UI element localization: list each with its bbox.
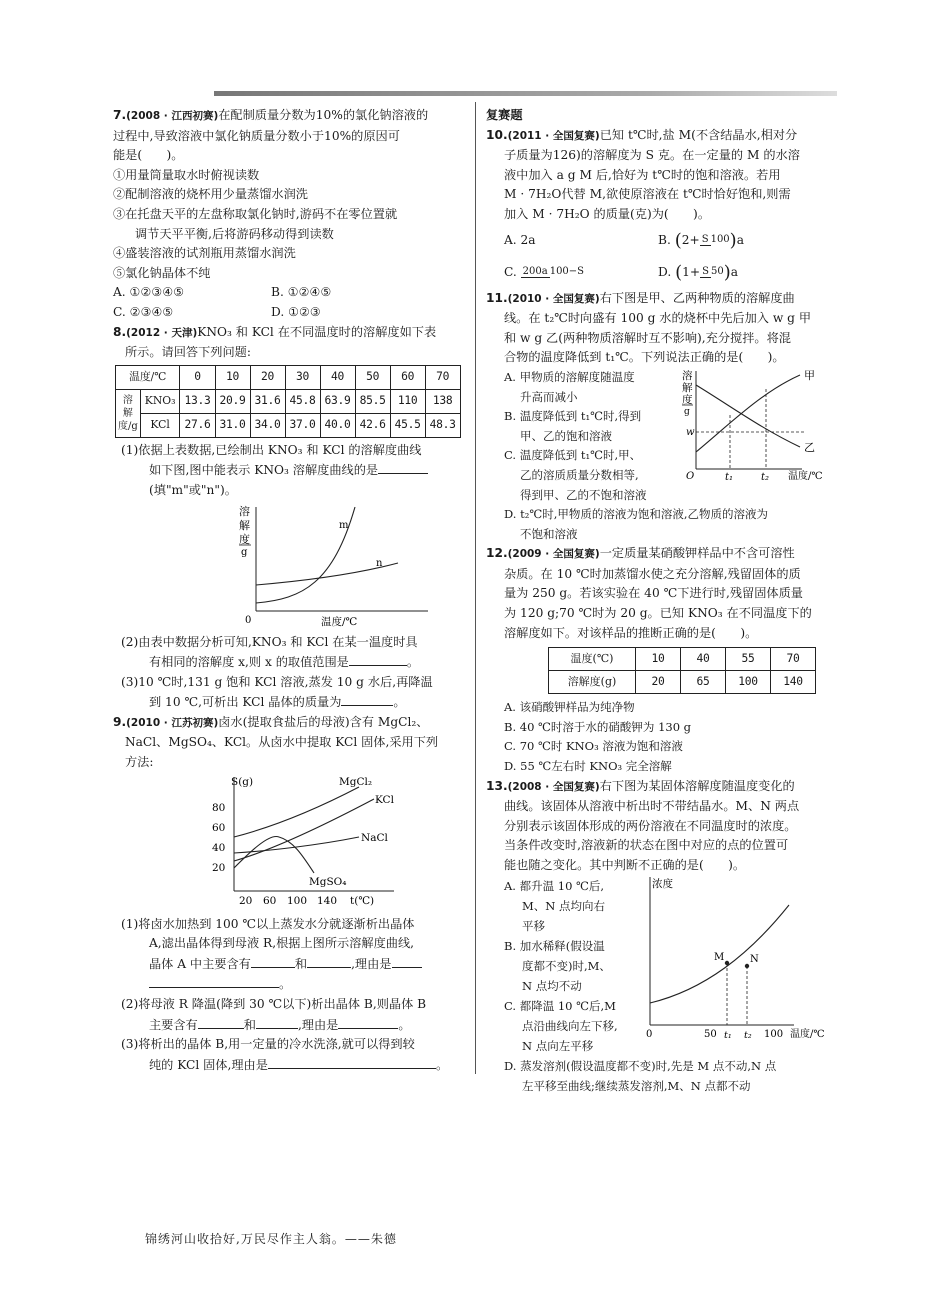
q9-answer-3-blank[interactable]: [268, 1055, 436, 1069]
chart13-label-m: M: [714, 951, 725, 963]
q9-part-2c: 和: [243, 1017, 256, 1032]
q8-table-sol-label: 溶 解 度/g: [116, 389, 141, 437]
chart8-ylabel-3: 度: [239, 532, 250, 546]
q8-stem-1: KNO₃ 和 KCl 在不同温度时的溶解度如下表: [197, 324, 437, 339]
q8-table-temp: 10: [215, 365, 250, 389]
chart9-label-mgcl2: MgCl₂: [339, 775, 373, 788]
q8-solubility-chart: [233, 503, 433, 631]
chart11-ylabel-3: 度: [682, 393, 693, 406]
chart9-xtick: 60: [263, 894, 277, 907]
q8-table-kno3-value: 20.9: [215, 389, 250, 413]
q12-option-d[interactable]: D. 55 ℃左右时 KNO₃ 完全溶解: [504, 759, 672, 774]
q12-table-sol-label: 溶解度(g): [549, 671, 636, 694]
q7-option-a[interactable]: A. ①②③④⑤: [113, 285, 185, 300]
q12-stem-4: 为 120 g;70 ℃时为 20 g。已知 KNO₃ 在不同温度下的: [504, 606, 812, 621]
q8-table-kcl-value: 42.6: [355, 413, 390, 437]
q8-part-1c: (填"m"或"n")。: [149, 482, 237, 497]
q8-answer-2-blank[interactable]: [349, 652, 407, 666]
q13-option-b[interactable]: B. 加水稀释(假设温: [504, 938, 605, 953]
q8-table-temp: 60: [390, 365, 425, 389]
q7-option-d[interactable]: D. ①②③: [271, 304, 321, 319]
chart9-ytick: 80: [212, 801, 226, 814]
q12-table-temp: 10: [636, 648, 681, 671]
q13-concentration-chart: [644, 875, 834, 1043]
q9-answer-2a-blank[interactable]: [198, 1015, 244, 1029]
q13-option-a-2: M、N 点均向右: [522, 898, 605, 913]
chart11-xlabel: 温度/℃: [788, 470, 823, 482]
question-11: [486, 289, 836, 545]
q9-answer-1d-blank[interactable]: [149, 974, 279, 988]
q11-option-c-2: 乙的溶质质量分数相等,: [520, 467, 639, 482]
q13-option-d-2: 左平移至曲线;继续蒸发溶剂,M、N 点都不动: [522, 1078, 751, 1093]
chart11-curve-yi: [696, 385, 800, 447]
chart9-xtick: 100: [287, 894, 308, 907]
column-divider: [475, 102, 476, 1074]
q10-option-c[interactable]: C. 200a 100−S: [504, 264, 585, 279]
chart9-ytick: 20: [212, 861, 226, 874]
section-title-finals: 复赛题: [486, 108, 523, 122]
q9-part-1a: (1)将卤水加热到 100 ℃以上蒸发水分就逐渐析出晶体: [121, 916, 415, 931]
q9-part-2d: ,理由是: [297, 1017, 339, 1032]
q12-stem-3: 量为 250 g。若该实验在 40 ℃下进行时,残留固体质量: [504, 586, 803, 601]
q7-item-3: ③在托盘天平的左盘称取氯化钠时,游码不在零位置就: [113, 206, 398, 221]
q12-solubility-table: [548, 647, 816, 694]
chart13-point-n: [745, 963, 749, 967]
q8-table-kno3-value: 110: [390, 389, 425, 413]
chart11-t1-label: t₁: [725, 471, 734, 483]
q11-stem-3: 和 w g 乙(两种物质溶解时互不影响),充分搅拌。将混: [504, 330, 791, 345]
chart8-ylabel-1: 溶: [239, 504, 250, 518]
question-8: [113, 323, 465, 713]
chart11-w-label: w: [686, 426, 695, 438]
q12-table-temp: 55: [726, 648, 771, 671]
q11-option-c[interactable]: C. 温度降低到 t₁℃时,甲、: [504, 448, 642, 463]
q8-part-3a: (3)10 ℃时,131 g 饱和 KCl 溶液,蒸发 10 g 水后,再降温: [121, 674, 433, 689]
q9-answer-1a-blank[interactable]: [251, 954, 295, 968]
chart9-ylabel: S(g): [231, 775, 254, 788]
chart11-ylabel-4: g: [684, 406, 690, 417]
q8-table-kcl-value: 40.0: [320, 413, 355, 437]
chart9-curve-mgcl2: [234, 787, 359, 837]
q9-part-1b: A,滤出晶体得到母液 R,根据上图所示溶解度曲线,: [149, 936, 415, 951]
chart11-label-yi: 乙: [804, 440, 815, 454]
q10-option-a[interactable]: A. 2a: [504, 232, 536, 247]
q9-stem-3: 方法:: [125, 755, 154, 770]
q9-end-2: 。: [398, 1017, 411, 1032]
chart9-ytick: 60: [212, 821, 226, 834]
chart8-label-m: m: [339, 519, 349, 531]
q9-part-2b: 主要含有: [149, 1017, 198, 1032]
q13-stem-1: 右下图为某固体溶解度随温度变化的: [599, 778, 795, 793]
q8-table-temp: 30: [285, 365, 320, 389]
q9-answer-1c-blank[interactable]: [392, 954, 422, 968]
q12-stem-5: 溶解度如下。对该样品的推断正确的是( )。: [504, 625, 758, 640]
q10-number: 10.: [486, 127, 508, 142]
q12-option-c[interactable]: C. 70 ℃时 KNO₃ 溶液为饱和溶液: [504, 739, 683, 754]
chart11-ylabel-1: 溶: [682, 369, 693, 382]
q9-answer-1b-blank[interactable]: [307, 954, 351, 968]
q11-number: 11.: [486, 290, 508, 305]
q8-number: 8.: [113, 324, 127, 339]
header-rule: [214, 91, 837, 96]
q8-table-kcl-value: 34.0: [250, 413, 285, 437]
chart13-ylabel: 浓度: [652, 877, 673, 890]
chart13-xlabel: 温度/℃: [790, 1028, 825, 1040]
q8-table-temp: 20: [250, 365, 285, 389]
q8-stem-2: 所示。请回答下列问题:: [125, 345, 251, 360]
q8-table-kno3-value: 31.6: [250, 389, 285, 413]
q9-stem-2: NaCl、MgSO₄、KCl。从卤水中提取 KCl 固体,采用下列: [125, 735, 439, 750]
q8-part-2b: 有相同的溶解度 x,则 x 的取值范围是: [149, 655, 349, 670]
q12-table-value: 140: [771, 671, 816, 694]
q8-answer-1-blank[interactable]: [378, 460, 428, 474]
chart9-curve-mgso4: [234, 836, 314, 873]
chart13-x50: 50: [704, 1028, 717, 1040]
q11-option-a[interactable]: A. 甲物质的溶解度随温度: [504, 369, 635, 384]
chart9-label-mgso4: MgSO₄: [309, 875, 347, 888]
q13-number: 13.: [486, 778, 508, 793]
q7-item-5: ⑤氯化钠晶体不纯: [113, 265, 211, 280]
q8-table-kcl-value: 48.3: [425, 413, 460, 437]
q13-option-c-3: N 点向左平移: [522, 1038, 594, 1053]
q12-table-temp-label: 温度(℃): [549, 648, 636, 671]
q10-stem-5: 加入 M · 7H₂O 的质量(克)为( )。: [504, 206, 711, 221]
q8-end-3: 。: [393, 695, 406, 710]
footer-quote: 锦绣河山收拾好,万民尽作主人翁。——朱德: [145, 1232, 397, 1246]
q11-stem-4: 合物的温度降低到 t₁℃。下列说法正确的是( )。: [504, 350, 785, 365]
q12-table-value: 20: [636, 671, 681, 694]
q10-stem-1: 已知 t℃时,盐 M(不含结晶水,相对分: [599, 127, 798, 142]
q7-option-b[interactable]: B. ①②④⑤: [271, 285, 332, 300]
q8-part-3b: 到 10 ℃,可析出 KCl 晶体的质量为: [149, 695, 342, 710]
q7-stem-1: 在配制质量分数为10%的氯化钠溶液的: [218, 108, 429, 122]
chart8-ylabel-2: 解: [239, 518, 250, 532]
q8-table-temp: 70: [425, 365, 460, 389]
chart9-xtick: 140: [317, 894, 338, 907]
chart13-label-n: N: [750, 953, 759, 965]
q8-table-kno3-value: 85.5: [355, 389, 390, 413]
q8-table-kno3-value: 45.8: [285, 389, 320, 413]
q9-end-1: 。: [279, 977, 292, 992]
q11-option-d-2: 不饱和溶液: [520, 526, 578, 541]
q9-part-3b: 纯的 KCl 固体,理由是: [149, 1057, 268, 1072]
q11-option-c-3: 得到甲、乙的不饱和溶液: [520, 487, 647, 502]
chart8-xlabel: 温度/℃: [321, 615, 358, 628]
q11-source: (2010 · 全国复赛): [507, 292, 600, 305]
q8-part-1b: 如下图,图中能表示 KNO₃ 溶解度曲线的是: [149, 463, 379, 478]
q8-table-kno3-value: 138: [425, 389, 460, 413]
q13-option-b-3: N 点均不动: [522, 978, 582, 993]
q11-option-a-2: 升高而减小: [520, 389, 578, 404]
q13-stem-5: 能也随之变化。其中判断不正确的是( )。: [504, 858, 746, 872]
q7-stem-3: 能是( )。: [113, 148, 184, 163]
chart9-ytick: 40: [212, 841, 226, 854]
q9-answer-2b-blank[interactable]: [256, 1015, 298, 1029]
question-9: [113, 713, 465, 1076]
q7-item-3b: 调节天平平衡,后将游码移动得到读数: [135, 226, 334, 241]
q13-option-c[interactable]: C. 都降温 10 ℃后,M: [504, 998, 616, 1013]
chart13-t2-label: t₂: [744, 1029, 752, 1041]
left-column: [113, 106, 465, 1075]
q9-part-2a: (2)将母液 R 降温(降到 30 ℃以下)析出晶体 B,则晶体 B: [121, 997, 427, 1012]
question-7: [113, 106, 465, 323]
q13-stem-3: 分别表示该固体形成的两份溶液在不同温度时的浓度。: [504, 818, 797, 833]
q9-stem-1: 卤水(提取食盐后的母液)含有 MgCl₂、: [218, 714, 429, 729]
q12-option-a[interactable]: A. 该硝酸钾样品为纯净物: [504, 700, 635, 715]
chart9-xtick: 20: [239, 894, 253, 907]
question-10: [486, 126, 836, 289]
q12-stem-2: 杂质。在 10 ℃时加蒸馏水使之充分溶解,残留固体的质: [504, 566, 801, 581]
chart13-x100: 100: [764, 1028, 784, 1040]
q8-answer-3-blank[interactable]: [341, 692, 393, 706]
q8-table-kcl-value: 31.0: [215, 413, 250, 437]
q9-source: (2010 · 江苏初赛): [126, 716, 219, 729]
chart8-ylabel-4: g: [241, 546, 248, 558]
q12-table-value: 65: [681, 671, 726, 694]
chart9-label-kcl: KCl: [375, 793, 394, 806]
q11-option-b-2: 甲、乙的饱和溶液: [520, 428, 612, 443]
q12-table-temp: 40: [681, 648, 726, 671]
q7-option-c[interactable]: C. ②③④⑤: [113, 304, 174, 319]
q10-option-d[interactable]: D. (1+ S 50)a: [658, 261, 738, 283]
q8-table-temp: 0: [180, 365, 215, 389]
q8-table-kno3-value: 13.3: [180, 389, 215, 413]
q9-part-3a: (3)将析出的晶体 B,用一定量的冷水洗涤,就可以得到较: [121, 1037, 415, 1052]
q13-option-a[interactable]: A. 都升温 10 ℃后,: [504, 878, 605, 893]
q9-number: 9.: [113, 714, 127, 729]
q13-stem-2: 曲线。该固体从溶液中析出时不带结晶水。M、N 两点: [504, 799, 800, 814]
q7-stem-2: 过程中,导致溶液中氯化钠质量分数小于10%的原因可: [113, 128, 400, 143]
q8-table-temp: 40: [320, 365, 355, 389]
q11-stem-1: 右下图是甲、乙两种物质的溶解度曲: [599, 290, 795, 305]
chart9-label-nacl: NaCl: [361, 831, 388, 844]
q8-table-kcl-value: 37.0: [285, 413, 320, 437]
q11-option-b[interactable]: B. 温度降低到 t₁℃时,得到: [504, 409, 642, 424]
q11-solubility-chart: [682, 367, 852, 492]
q8-table-kcl-value: 27.6: [180, 413, 215, 437]
q10-stem-3: 液中加入 a g M 后,恰好为 t℃时的饱和溶液。若用: [504, 167, 781, 182]
q10-stem-4: M · 7H₂O代替 M,欲使原溶液在 t℃时恰好饱和,则需: [504, 187, 791, 202]
q8-table-kno3-value: 63.9: [320, 389, 355, 413]
q13-option-b-2: 度都不变)时,M、: [522, 958, 611, 973]
q13-source: (2008 · 全国复赛): [507, 780, 600, 793]
chart11-label-jia: 甲: [804, 368, 815, 382]
chart8-label-n: n: [376, 557, 383, 569]
q8-table-kno3-label: KNO₃: [140, 389, 180, 413]
q8-solubility-table: [115, 365, 461, 438]
q9-solubility-chart: [209, 773, 439, 913]
q10-option-b[interactable]: B. (2+ S 100)a: [658, 229, 744, 251]
q8-part-2a: (2)由表中数据分析可知,KNO₃ 和 KCl 在某一温度时具: [121, 634, 418, 649]
q12-table-temp: 70: [771, 648, 816, 671]
q7-source: (2008 · 江西初赛): [126, 110, 219, 122]
q9-part-1d: 和: [294, 956, 308, 971]
chart11-origin: O: [686, 470, 695, 482]
q12-option-b[interactable]: B. 40 ℃时溶于水的硝酸钾为 130 g: [504, 719, 692, 734]
right-column: [486, 106, 836, 1096]
q9-part-1c: 晶体 A 中主要含有: [149, 956, 251, 971]
chart11-ylabel-2: 解: [682, 381, 693, 394]
chart13-point-m: [725, 960, 729, 964]
q10-source: (2011 · 全国复赛): [507, 129, 600, 142]
question-12: [486, 544, 836, 776]
q13-stem-4: 当条件改变时,溶液新的状态在图中对应的点的位置可: [504, 838, 789, 853]
q12-table-value: 100: [726, 671, 771, 694]
q7-item-4: ④盛装溶液的试剂瓶用蒸馏水润洗: [113, 246, 296, 261]
q12-stem-1: 一定质量某硝酸钾样品中不含可溶性: [599, 546, 795, 561]
q8-end-2: 。: [406, 655, 420, 670]
q13-option-c-2: 点沿曲线向左下移,: [522, 1018, 618, 1033]
q7-item-1: ①用量筒量取水时俯视读数: [113, 167, 260, 182]
chart9-xlabel: t(℃): [350, 894, 375, 907]
q8-table-kcl-value: 45.5: [390, 413, 425, 437]
q13-option-d[interactable]: D. 蒸发溶剂(假设温度都不变)时,先是 M 点不动,N 点: [504, 1058, 777, 1073]
q11-stem-2: 线。在 t₂℃时向盛有 100 g 水的烧杯中先后加入 w g 甲: [504, 311, 812, 326]
q8-source: (2012 · 天津): [126, 326, 198, 339]
chart13-origin: 0: [646, 1028, 653, 1040]
q12-number: 12.: [486, 546, 508, 561]
chart8-origin: 0: [245, 614, 252, 626]
question-13: [486, 777, 836, 1096]
chart11-curve-jia: [696, 375, 800, 452]
q9-end-3: 。: [435, 1057, 449, 1072]
q8-table-temp: 50: [355, 365, 390, 389]
q7-number: 7.: [113, 108, 127, 122]
q10-stem-2: 子质量为126)的溶解度为 S 克。在一定量的 M 的水溶: [504, 148, 800, 163]
q8-table-temp-label: 温度/℃: [116, 365, 180, 389]
q9-part-1e: ,理由是: [351, 956, 392, 971]
q12-source: (2009 · 全国复赛): [507, 548, 600, 561]
chart11-t2-label: t₂: [761, 471, 770, 483]
q11-option-d[interactable]: D. t₂℃时,甲物质的溶液为饱和溶液,乙物质的溶液为: [504, 507, 769, 522]
q8-part-1a: (1)依据上表数据,已绘制出 KNO₃ 和 KCl 的溶解度曲线: [121, 442, 422, 457]
chart13-t1-label: t₁: [724, 1029, 732, 1041]
q9-answer-2c-blank[interactable]: [338, 1015, 398, 1029]
q13-option-a-3: 平移: [522, 918, 545, 933]
q7-item-2: ②配制溶液的烧杯用少量蒸馏水润洗: [113, 187, 308, 202]
q8-table-kcl-label: KCl: [140, 413, 180, 437]
